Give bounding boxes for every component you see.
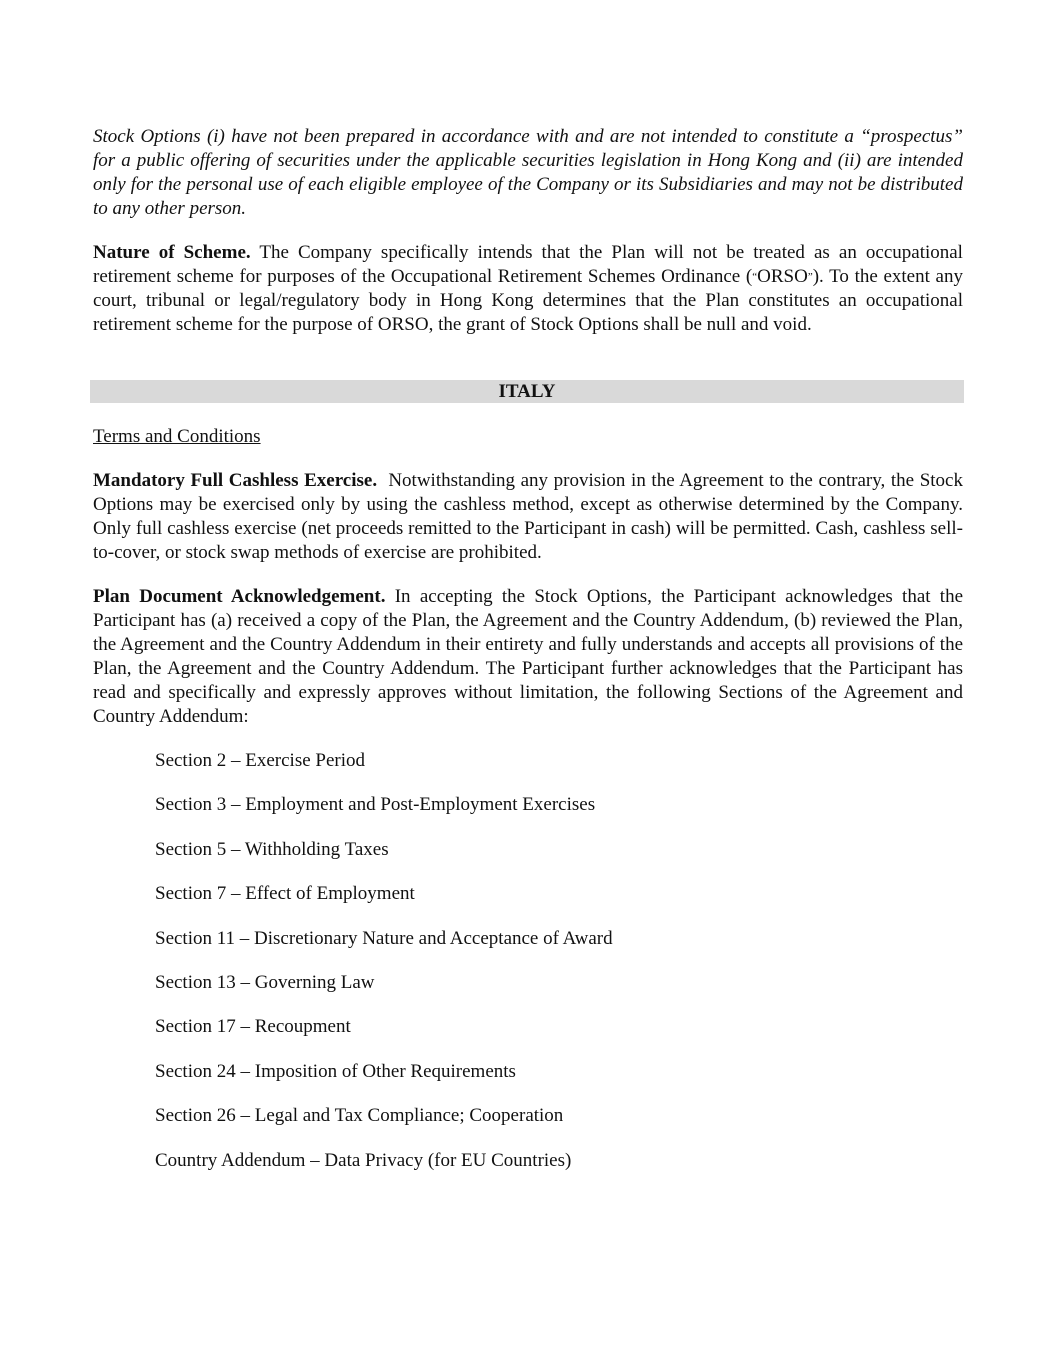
list-item: Section 11 – Discretionary Nature and Acceptance of Award: [155, 927, 613, 949]
cashless-exercise-text: Notwithstanding any provision in the Agreement to the contrary, the Stock Options may be exercised only by using the cashless method, except as otherwise determined by the Company. Only full cashless exercise (net proceeds remitted to the Participant in cash) will be permitted. Cash, cashless sell-to-cover, or stock swap methods of exercise are prohibited.: [93, 470, 963, 563]
list-item: Section 13 – Governing Law: [155, 971, 375, 993]
hong-kong-disclaimer-paragraph: Stock Options (i) have not been prepared in accordance with and are not intended to constitute a “prospectus” for a public offering of securities under the applicable securities legislation in Hong Kong and (ii) are intended only for the personal use of each eligible employee of the Company or its Subsidiaries and may not be distributed to any other person.: [93, 126, 963, 219]
orso-abbreviation: ORSO: [757, 266, 808, 287]
list-item: Section 5 – Withholding Taxes: [155, 838, 389, 860]
cashless-exercise-paragraph: [93, 469, 963, 565]
list-item: Section 2 – Exercise Period: [155, 750, 366, 771]
nature-of-scheme-heading: Nature of Scheme.: [93, 242, 251, 263]
orso-open-quote: “: [752, 271, 758, 283]
plan-acknowledgement-text: In accepting the Stock Options, the Participant acknowledges that the Participant has (a) received a copy of the Plan, the Agreement and the Country Addendum, (b) reviewed the Plan, the Agreement and the Country Addendum in their entirety and fully understands and accepts all provisions of the Plan, the Agreement and the Country Addendum. The Participant further acknowledges that the Participant has read and specifically and expressly approves without limitation, the following Sections of the Agreement and Country Addendum:: [93, 586, 964, 727]
list-item: Country Addendum – Data Privacy (for EU Countries): [155, 1149, 572, 1171]
list-item: Section 26 – Legal and Tax Compliance; Cooperation: [155, 1105, 564, 1127]
list-item: Section 24 – Imposition of Other Requirements: [155, 1060, 516, 1082]
nature-of-scheme-text-before: The Company specifically intends that the Plan will not be treated as an occupational retirement scheme for purposes of the Occupational Retirement Schemes Ordinance (: [93, 242, 963, 287]
list-item: Section 17 – Recoupment: [155, 1016, 351, 1038]
country-heading: ITALY: [498, 381, 556, 402]
nature-of-scheme-paragraph: [93, 241, 963, 337]
terms-and-conditions-heading: Terms and Conditions: [93, 426, 261, 447]
plan-acknowledgement-paragraph: [93, 585, 963, 729]
approved-sections-list: [155, 749, 915, 1193]
cashless-exercise-heading: Mandatory Full Cashless Exercise.: [93, 470, 378, 491]
orso-close-quote: ”: [807, 271, 813, 283]
list-item: Section 3 – Employment and Post-Employment Exercises: [155, 794, 596, 816]
nature-of-scheme-text-after: ). To the extent any court, tribunal or legal/regulatory body in Hong Kong determines that the Plan constitutes an occupational retirement scheme for the purpose of ORSO, the grant of Stock Options shall be null and void.: [93, 266, 963, 335]
country-heading-banner: [90, 380, 964, 403]
list-item: Section 7 – Effect of Employment: [155, 883, 415, 905]
plan-acknowledgement-heading: Plan Document Acknowledgement.: [93, 586, 386, 607]
